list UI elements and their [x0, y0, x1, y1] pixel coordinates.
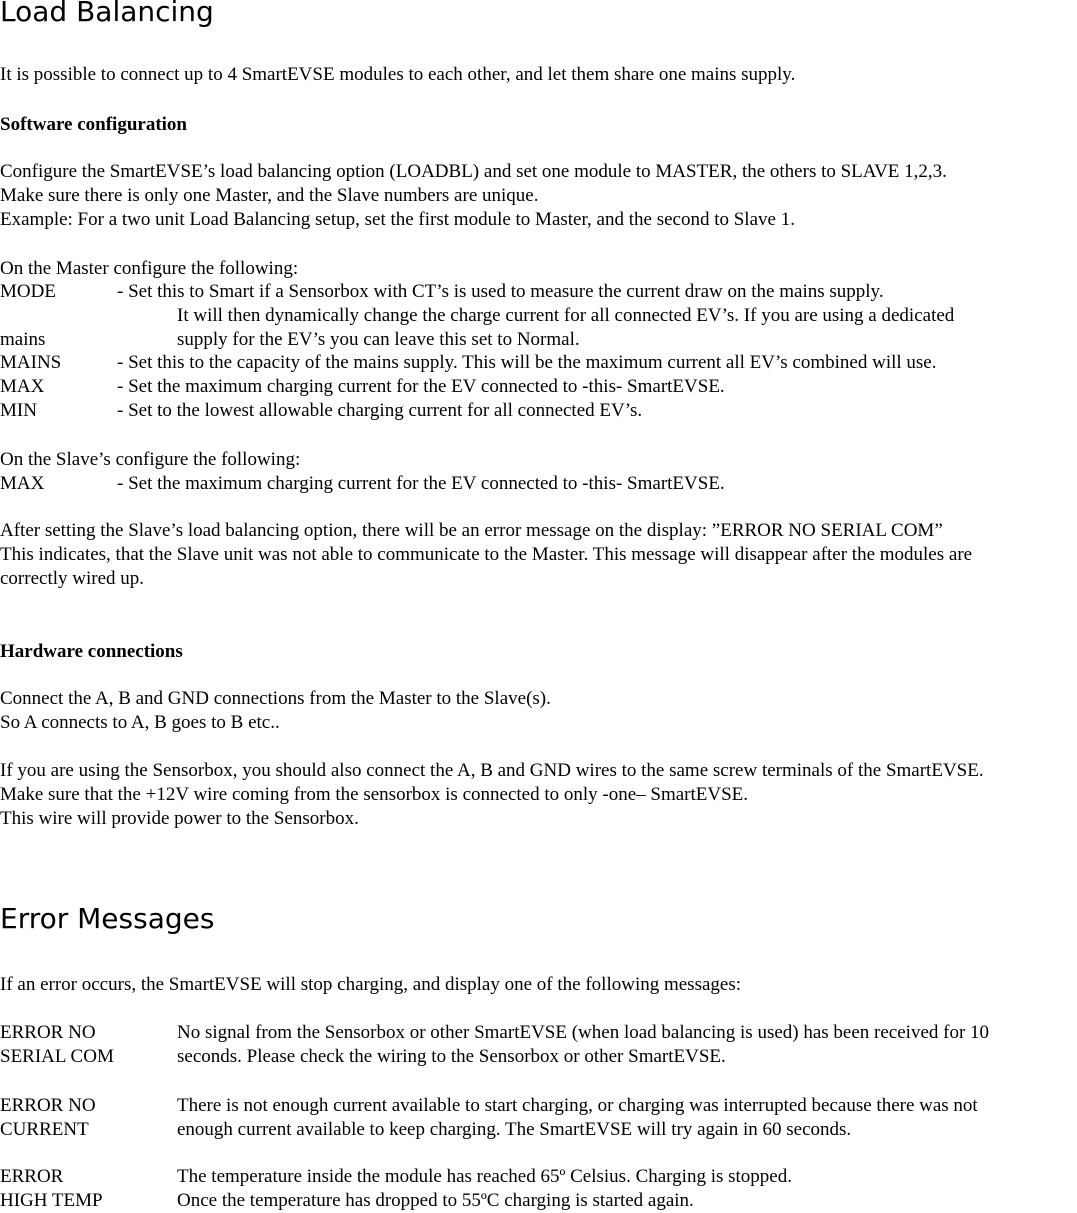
- mode-text-3-key: mains: [0, 329, 46, 350]
- error-current-key-2: CURRENT: [0, 1119, 89, 1140]
- mains-text: - Set this to the capacity of the mains supply. This will be the maximum current all EV’s combined will use.: [117, 352, 937, 373]
- max-text: - Set the maximum charging current for the EV connected to -this- SmartEVSE.: [117, 376, 725, 397]
- mode-text-2: It will then dynamically change the charge current for all connected EV’s. If you are using a dedicated: [177, 305, 955, 326]
- after-setting-line-3: correctly wired up.: [0, 568, 145, 589]
- load-balancing-heading: Load Balancing: [0, 0, 214, 28]
- config-line-3: Example: For a two unit Load Balancing setup, set the first module to Master, and the second to Slave 1.: [0, 209, 795, 230]
- error-temp-text-2: Once the temperature has dropped to 55ºC charging is started again.: [177, 1190, 694, 1211]
- software-configuration-heading: Software configuration: [0, 114, 187, 135]
- after-setting-line-1: After setting the Slave’s load balancing option, there will be an error message on the display: ”ERROR NO SERIAL COM”: [0, 520, 943, 541]
- mode-text-3: supply for the EV’s you can leave this set to Normal.: [177, 329, 580, 350]
- error-current-key-1: ERROR NO: [0, 1095, 96, 1116]
- hardware-line-1: Connect the A, B and GND connections from the Master to the Slave(s).: [0, 688, 551, 709]
- hardware-line-5: This wire will provide power to the Sensorbox.: [0, 808, 359, 829]
- error-temp-key-2: HIGH TEMP: [0, 1190, 103, 1211]
- error-temp-text-1: The temperature inside the module has reached 65º Celsius. Charging is stopped.: [177, 1166, 792, 1187]
- min-text: - Set to the lowest allowable charging current for all connected EV’s.: [117, 400, 643, 421]
- error-serial-key-2: SERIAL COM: [0, 1046, 114, 1067]
- after-setting-line-2: This indicates, that the Slave unit was not able to communicate to the Master. This message will disappear after the modules are: [0, 544, 973, 565]
- mains-key: MAINS: [0, 352, 62, 373]
- hardware-line-2: So A connects to A, B goes to B etc..: [0, 712, 280, 733]
- slave-max-key: MAX: [0, 473, 45, 494]
- error-serial-text-1: No signal from the Sensorbox or other SmartEVSE (when load balancing is used) has been received for 10: [177, 1022, 990, 1043]
- min-key: MIN: [0, 400, 37, 421]
- mode-text-1: - Set this to Smart if a Sensorbox with CT’s is used to measure the current draw on the mains supply.: [117, 281, 884, 302]
- config-line-1: Configure the SmartEVSE’s load balancing option (LOADBL) and set one module to MASTER, the others to SLAVE 1,2,3.: [0, 161, 947, 182]
- error-serial-text-2: seconds. Please check the wiring to the Sensorbox or other SmartEVSE.: [177, 1046, 726, 1067]
- error-current-text-2: enough current available to keep charging. The SmartEVSE will try again in 60 seconds.: [177, 1119, 852, 1140]
- error-serial-key-1: ERROR NO: [0, 1022, 96, 1043]
- slave-max-text: - Set the maximum charging current for the EV connected to -this- SmartEVSE.: [117, 473, 725, 494]
- master-intro: On the Master configure the following:: [0, 258, 299, 279]
- hardware-line-3: If you are using the Sensorbox, you should also connect the A, B and GND wires to the same screw terminals of the SmartEVSE.: [0, 760, 984, 781]
- config-line-2: Make sure there is only one Master, and the Slave numbers are unique.: [0, 185, 539, 206]
- hardware-connections-heading: Hardware connections: [0, 641, 183, 662]
- slave-intro: On the Slave’s configure the following:: [0, 449, 301, 470]
- max-key: MAX: [0, 376, 45, 397]
- error-intro: If an error occurs, the SmartEVSE will stop charging, and display one of the following messages:: [0, 974, 742, 995]
- error-temp-key-1: ERROR: [0, 1166, 64, 1187]
- error-messages-heading: Error Messages: [0, 902, 215, 935]
- mode-key: MODE: [0, 281, 56, 302]
- intro-text: It is possible to connect up to 4 SmartEVSE modules to each other, and let them share one mains supply.: [0, 64, 796, 85]
- error-current-text-1: There is not enough current available to start charging, or charging was interrupted because there was not: [177, 1095, 978, 1116]
- hardware-line-4: Make sure that the +12V wire coming from the sensorbox is connected to only -one– SmartEVSE.: [0, 784, 749, 805]
